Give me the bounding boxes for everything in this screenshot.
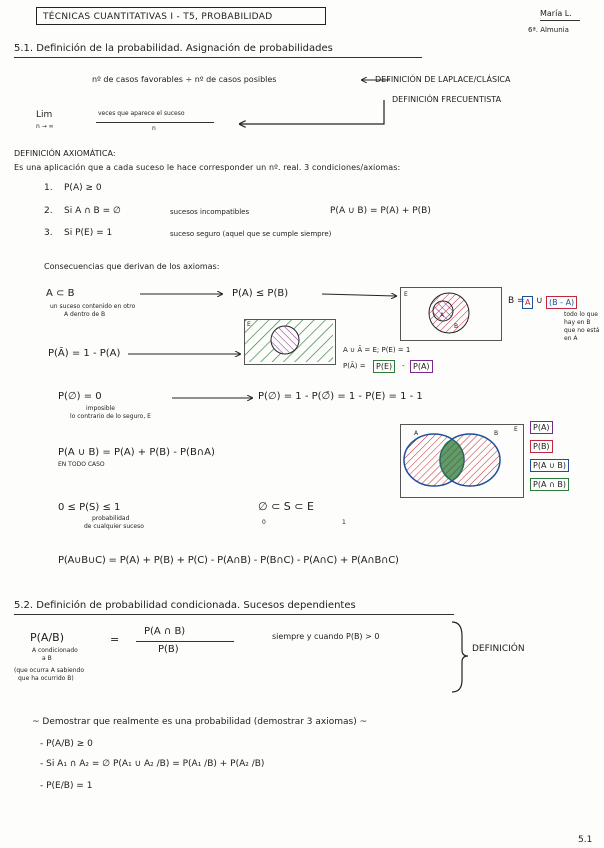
axiom-3: Si P(E) = 1 bbox=[64, 228, 113, 238]
lim-label: Lim bbox=[36, 110, 53, 120]
c2-eq2-lhs: P(Ā) = bbox=[343, 362, 366, 370]
s52-note1: A condicionado bbox=[32, 647, 78, 654]
s52-def-label: DEFINICIÓN bbox=[472, 644, 525, 654]
s52-eq: = bbox=[110, 633, 120, 646]
c1-side-2: hay en B bbox=[564, 319, 591, 326]
author: María L. bbox=[540, 9, 572, 18]
c1-diagram-E: E bbox=[404, 291, 408, 298]
freq-label: DEFINICIÓN FRECUENTISTA bbox=[392, 95, 502, 104]
s52-item-1: - P(A/B) ≥ 0 bbox=[40, 739, 93, 749]
c2-eq2-PE: P(E) bbox=[373, 360, 395, 373]
axiom-heading: DEFINICIÓN AXIOMÁTICA: bbox=[14, 149, 116, 158]
s52-item-3: - P(E/B) = 1 bbox=[40, 781, 93, 791]
c3-lhs: P(∅) = 0 bbox=[58, 391, 102, 402]
page-number: 5.1 bbox=[578, 835, 593, 845]
c1-note1: un suceso contenido en otro bbox=[50, 303, 136, 310]
section-heading-5-1: 5.1. Definición de la probabilidad. Asignación de probabilidades bbox=[14, 43, 333, 54]
s52-note4: que ha ocurrido B) bbox=[18, 675, 74, 682]
legend-PAnB: P(A ∩ B) bbox=[530, 478, 569, 491]
c1-note2: A dentro de B bbox=[64, 311, 106, 318]
consequences-heading: Consecuencias que derivan de los axiomas: bbox=[44, 262, 220, 271]
c4-diagram-A: A bbox=[414, 430, 419, 437]
c2-eq1: A ∪ Ā = E; P(E) = 1 bbox=[343, 346, 411, 354]
c5-note1: probabilidad bbox=[92, 515, 130, 522]
s52-demo: ~ Demostrar que realmente es una probabilidad (demostrar 3 axiomas) ~ bbox=[32, 717, 368, 727]
s52-num: P(A ∩ B) bbox=[144, 626, 186, 637]
c1-eq-A: A bbox=[522, 296, 533, 309]
c1-side-4: en A bbox=[564, 335, 578, 342]
c5-note2: de cualquier suceso bbox=[84, 523, 144, 530]
c5-under1: 1 bbox=[342, 519, 346, 526]
axiom-2-num: 2. bbox=[44, 206, 53, 216]
c3-note2: lo contrario de lo seguro, E bbox=[70, 413, 151, 420]
section-heading-5-2: 5.2. Definición de probabilidad condicionada. Sucesos dependientes bbox=[14, 600, 356, 611]
c4-lhs: P(A ∪ B) = P(A) + P(B) - P(B∩A) bbox=[58, 447, 215, 458]
laplace-formula: nº de casos favorables ÷ nº de casos posibles bbox=[92, 75, 277, 84]
s52-cond: siempre y cuando P(B) > 0 bbox=[272, 632, 380, 641]
c6-lhs: P(A∪B∪C) = P(A) + P(B) + P(C) - P(A∩B) - P(B∩C) - P(A∩C) + P(A∩B∩C) bbox=[58, 555, 399, 566]
c5-lhs: 0 ≤ P(S) ≤ 1 bbox=[58, 502, 121, 513]
c4-diagram-E: E bbox=[514, 426, 518, 433]
s52-note2: a B bbox=[42, 655, 52, 662]
c1-side-3: que no está bbox=[564, 327, 600, 334]
laplace-label: DEFINICIÓN DE LAPLACE/CLÁSICA bbox=[375, 75, 511, 84]
c4-note: EN TODO CASO bbox=[58, 461, 105, 468]
c1-rhs: P(A) ≤ P(B) bbox=[232, 288, 289, 299]
c1-eq-BminusA: (B - A) bbox=[546, 296, 577, 309]
legend-PAuB: P(A ∪ B) bbox=[530, 459, 569, 472]
c1-side-1: todo lo que bbox=[564, 311, 598, 318]
c2-eq2-minus: - bbox=[402, 362, 405, 370]
c5-rhs: ∅ ⊂ S ⊂ E bbox=[258, 500, 314, 513]
group: 6ª. Almunia bbox=[528, 26, 569, 34]
lim-sub: n → ∞ bbox=[36, 123, 54, 130]
freq-numerator: veces que aparece el suceso bbox=[98, 110, 185, 117]
axiom-1-num: 1. bbox=[44, 183, 53, 193]
arrow-frequentist bbox=[240, 100, 384, 124]
axiom-3-note: suceso seguro (aquel que se cumple siempre) bbox=[170, 230, 332, 238]
c3-note1: imposible bbox=[86, 405, 115, 412]
s52-lhs: P(A/B) bbox=[30, 631, 64, 644]
axiom-2: Si A ∩ B = ∅ bbox=[64, 206, 121, 216]
page-title: TÉCNICAS CUANTITATIVAS I - T5, PROBABILIDAD bbox=[36, 7, 326, 25]
c1-eq-B: B = bbox=[508, 296, 525, 306]
s52-item-2: - Si A₁ ∩ A₂ = ∅ P(A₁ ∪ A₂ /B) = P(A₁ /B) + P(A₂ /B) bbox=[40, 759, 265, 769]
c5-under0: 0 bbox=[262, 519, 266, 526]
axiom-1: P(A) ≥ 0 bbox=[64, 183, 102, 193]
s52-note3: (que ocurra A sabiendo bbox=[14, 667, 84, 674]
c1-lhs: A ⊂ B bbox=[46, 288, 75, 299]
c4-diagram-B: B bbox=[494, 430, 499, 437]
s52-den: P(B) bbox=[158, 644, 179, 655]
c2-lhs: P(Ā) = 1 - P(A) bbox=[48, 348, 121, 359]
axiom-3-num: 3. bbox=[44, 228, 53, 238]
c3-rhs: P(∅) = 1 - P(∅̄) = 1 - P(E) = 1 - 1 bbox=[258, 391, 423, 402]
c1-eq-union: ∪ bbox=[536, 296, 543, 306]
axiom-2-rhs: P(A ∪ B) = P(A) + P(B) bbox=[330, 206, 431, 216]
axiom-intro: Es una aplicación que a cada suceso le hace corresponder un nº. real. 3 condiciones/axiomas: bbox=[14, 163, 401, 172]
freq-denominator: n bbox=[152, 125, 156, 132]
legend-PA: P(A) bbox=[530, 421, 553, 434]
axiom-2-note: sucesos incompatibles bbox=[170, 208, 250, 216]
legend-PB: P(B) bbox=[530, 440, 553, 453]
c2-eq2-PA: P(A) bbox=[410, 360, 433, 373]
